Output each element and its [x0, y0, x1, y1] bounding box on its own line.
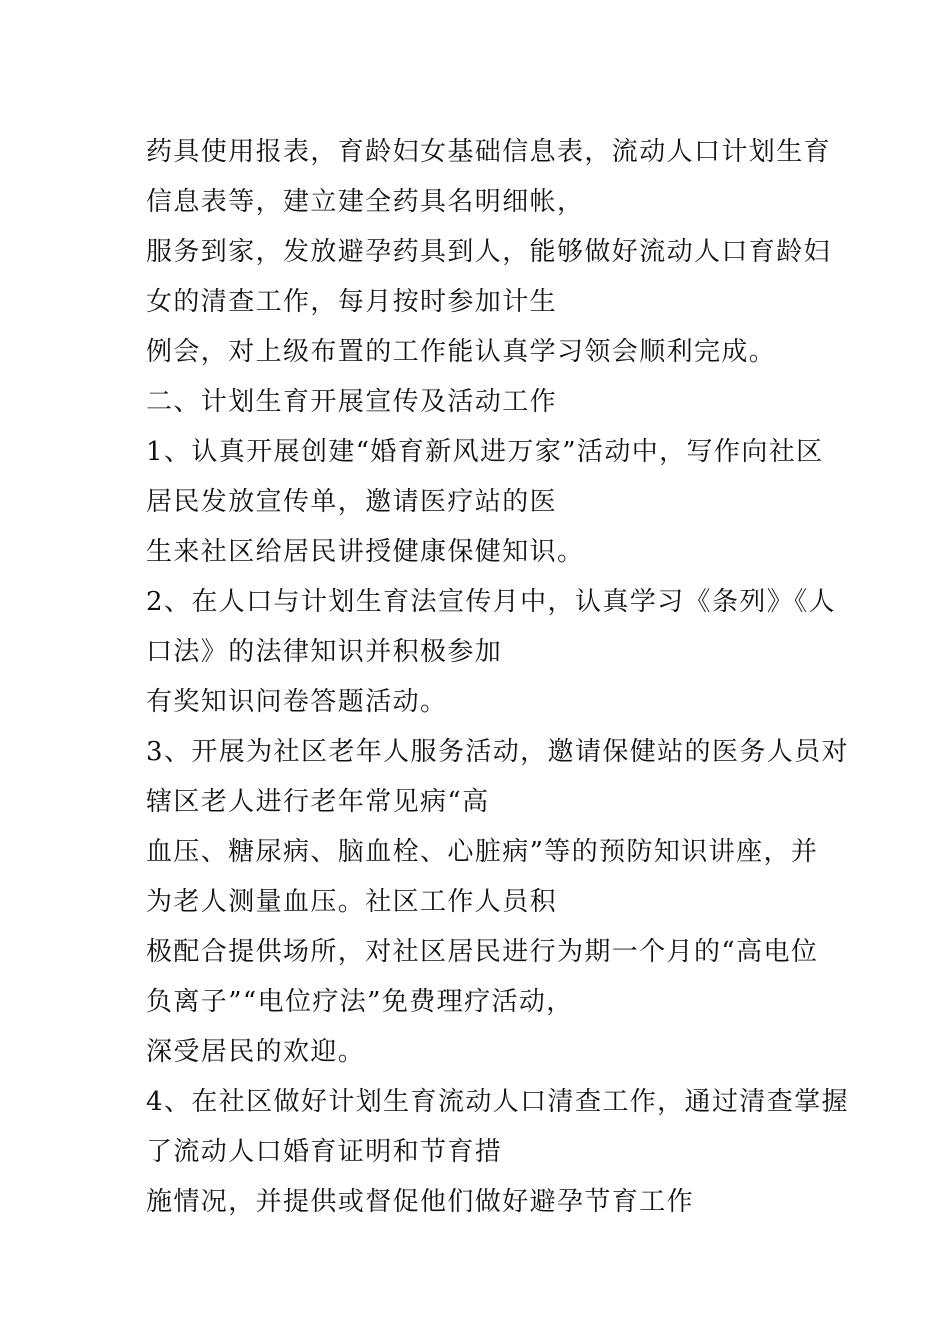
- text-line: 居民发放宣传单，邀请医疗站的医: [146, 487, 558, 517]
- text-line: 施情况，并提供或督促他们做好避孕节育工作: [146, 1187, 695, 1217]
- text-line: 极配合提供场所，对社区居民进行为期一个月的“高电位: [146, 937, 819, 967]
- text-line: 了流动人口婚育证明和节育措: [146, 1137, 503, 1167]
- text-line: 药具使用报表，育龄妇女基础信息表，流动人口计划生育: [146, 137, 832, 167]
- text-line: 例会，对上级布置的工作能认真学习领会顺利完成。: [146, 337, 777, 367]
- text-line: 3、开展为社区老年人服务活动，邀请保健站的医务人员对: [146, 737, 849, 767]
- text-line: 信息表等，建立建全药具名明细帐，: [146, 187, 585, 217]
- text-line: 口法》的法律知识并积极参加: [146, 637, 503, 667]
- text-line: 为老人测量血压。社区工作人员积: [146, 887, 558, 917]
- text-line: 生来社区给居民讲授健康保健知识。: [146, 537, 585, 567]
- text-line: 血压、糖尿病、脑血栓、心脏病”等的预防知识讲座，并: [146, 837, 819, 867]
- text-line: 4、在社区做好计划生育流动人口清查工作，通过清查掌握: [146, 1087, 849, 1117]
- text-line: 1、认真开展创建“婚育新风进万家”活动中，写作向社区: [146, 437, 824, 467]
- text-line: 深受居民的欢迎。: [146, 1037, 366, 1067]
- text-line: 2、在人口与计划生育法宣传月中，认真学习《条列》《人: [146, 587, 836, 617]
- text-line: 有奖知识问卷答题活动。: [146, 687, 448, 717]
- text-line: 辖区老人进行老年常见病“高: [146, 787, 490, 817]
- text-line: 负离子”“电位疗法”免费理疗活动，: [146, 987, 574, 1017]
- text-line: 服务到家，发放避孕药具到人，能够做好流动人口育龄妇: [146, 237, 832, 267]
- document-body: [146, 127, 849, 1227]
- section-heading: 二、计划生育开展宣传及活动工作: [146, 387, 558, 417]
- text-line: 女的清查工作，每月按时参加计生: [146, 287, 558, 317]
